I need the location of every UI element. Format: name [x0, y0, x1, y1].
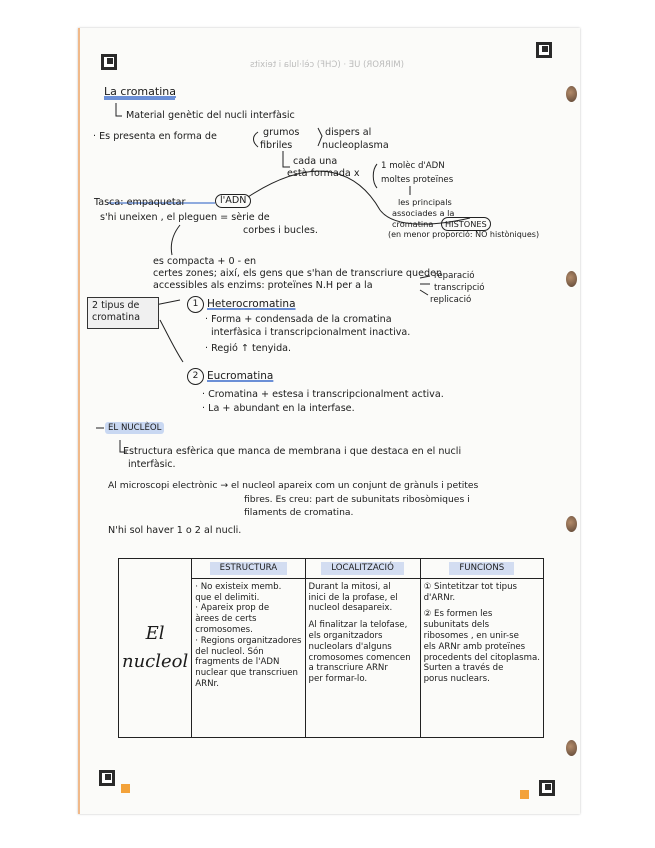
cell-line: del nucleol. Són: [195, 646, 264, 657]
page-title: La cromatina: [104, 85, 176, 98]
hetero-line2: interfàsica i transcripcionalment inactiva.: [211, 327, 411, 338]
histones-badge: HISTONES: [441, 217, 491, 231]
cell-line: Al finalitzar la telofase,: [308, 620, 408, 631]
cell-line: per formar-lo.: [308, 674, 368, 685]
cell-line: els organitzadors: [308, 630, 383, 641]
nucleol-heading: EL NUCLÈOL: [105, 422, 164, 434]
tipus-line: 2 tipus de: [92, 300, 140, 311]
cell-line: Durant la mitosi, al: [308, 581, 391, 592]
compacta-line2: certes zones; així, els gens que s'han de transcriure queden: [153, 268, 443, 279]
cell-line: inici de la profase, el: [308, 592, 398, 603]
cell-line: nuclear que transcriuen: [195, 668, 298, 679]
nucleoplasma-text: nucleoplasma: [322, 140, 389, 151]
cell-line: d'ARNr.: [423, 592, 456, 603]
cromatina-text: cromatina: [392, 219, 434, 229]
nucleol-table: [118, 558, 544, 738]
grumos-text: grumos: [263, 127, 300, 138]
cell-line: nucleolars d'alguns: [308, 641, 392, 652]
tipus-line: cromatina: [92, 312, 141, 323]
tasca-label: Tasca: empaquetar: [94, 197, 186, 208]
non-histones-text: (en menor proporció: NO històniques): [388, 230, 540, 239]
table-row-label: [119, 559, 192, 738]
nucleol-line1: Estructura esfèrica que manca de membrana i que destaca en el nucli: [123, 446, 462, 457]
cell-line: · No existeix memb.: [195, 581, 282, 592]
eu-line1: · Cromatina + estesa i transcripcionalment activa.: [202, 389, 444, 400]
column-header: ESTRUCTURA: [210, 562, 287, 575]
transcripcio-text: transcripció: [434, 283, 485, 293]
formada-text: està formada x: [287, 168, 360, 179]
cell-line: nucleol desapareix.: [308, 603, 393, 614]
proteins-text: moltes proteïnes: [381, 175, 454, 185]
cell-line: Surten a través de: [423, 663, 504, 674]
nucleol-line4: fibres. Es creu: part de subunitats ribosòmiques i: [244, 494, 470, 505]
heterocromatina-title: Heterocromatina: [207, 298, 296, 310]
compacta-line1: es compacta + 0 - en: [153, 256, 257, 267]
replicacio-text: replicació: [430, 295, 472, 305]
localitzacio-cell: [305, 578, 420, 737]
cell-line: subunitats dels: [423, 620, 490, 631]
nucleol-line2: interfàsic.: [128, 459, 176, 470]
definition-text: Material genètic del nucli interfàsic: [126, 110, 295, 121]
column-header: FUNCIONS: [449, 562, 514, 575]
principals-text: les principals: [398, 197, 452, 207]
eu-line2: · La + abundant en la interfase.: [202, 403, 355, 414]
cell-line: àrees de certs: [195, 614, 257, 625]
compacta-line3: accessibles als enzims: proteïnes N.H per a la: [153, 280, 373, 291]
header-cell: [420, 559, 543, 579]
cell-line: procedents del citoplasma.: [423, 652, 540, 663]
header-cell: [192, 559, 305, 579]
table-label: El nucleol: [122, 623, 189, 672]
tipus-box: [87, 297, 159, 329]
eucromatina-title: Eucromatina: [207, 370, 274, 382]
cell-line: cromosomes comencen: [308, 652, 411, 663]
reparacio-text: reparació: [434, 271, 475, 281]
number-circle: 1: [187, 296, 204, 313]
hetero-line1: · Forma + condensada de la cromatina: [205, 314, 392, 325]
adn-circled: l'ADN: [215, 194, 251, 208]
adn-molecule-text: 1 molèc d'ADN: [381, 161, 445, 171]
nucleol-line6: N'hi sol haver 1 o 2 al nucli.: [108, 525, 242, 536]
cell-line: els ARNr amb proteïnes: [423, 641, 526, 652]
hetero-line3: · Regió ↑ tenyida.: [205, 343, 292, 354]
cada-una-text: cada una: [293, 156, 338, 167]
header-cell: [305, 559, 420, 579]
cell-line: cromosomes.: [195, 624, 253, 635]
cell-line: ribosomes , en unir-se: [423, 630, 519, 641]
bleed-through-text: (MIRROR) UE · (CHF) cèl·lula i teixits: [250, 60, 404, 70]
associades-text: associades a la: [392, 208, 455, 218]
cell-line: ① Sintetitzar tot tipus: [423, 581, 518, 592]
cell-line: · Regions organitzadores: [195, 635, 302, 646]
cell-line: que el delimiti.: [195, 592, 260, 603]
cell-line: ② Es formen les: [423, 609, 493, 620]
cell-line: · Apareix prop de: [195, 603, 270, 614]
cell-line: a transcriure ARNr: [308, 663, 388, 674]
dispers-text: dispers al: [325, 127, 372, 138]
nucleol-line5: filaments de cromatina.: [244, 507, 354, 518]
tasca-line2: s'hi uneixen , el pleguen = sèrie de: [100, 212, 270, 223]
estructura-cell: [192, 578, 305, 737]
funcions-cell: [420, 578, 543, 737]
tasca-line3: corbes i bucles.: [243, 225, 318, 236]
number-circle: 2: [187, 368, 204, 385]
cell-line: fragments de l'ADN: [195, 657, 280, 668]
fibres-text: fibriles: [260, 140, 293, 151]
cell-line: ARNr.: [195, 678, 220, 689]
cell-line: porus nuclears.: [423, 674, 490, 685]
presence-text: · Es presenta en forma de: [93, 131, 217, 142]
nucleol-line3: Al microscopi electrònic → el nucleol apareix com un conjunt de grànuls i petites: [108, 480, 479, 491]
column-header: LOCALITZACIÓ: [321, 562, 404, 575]
